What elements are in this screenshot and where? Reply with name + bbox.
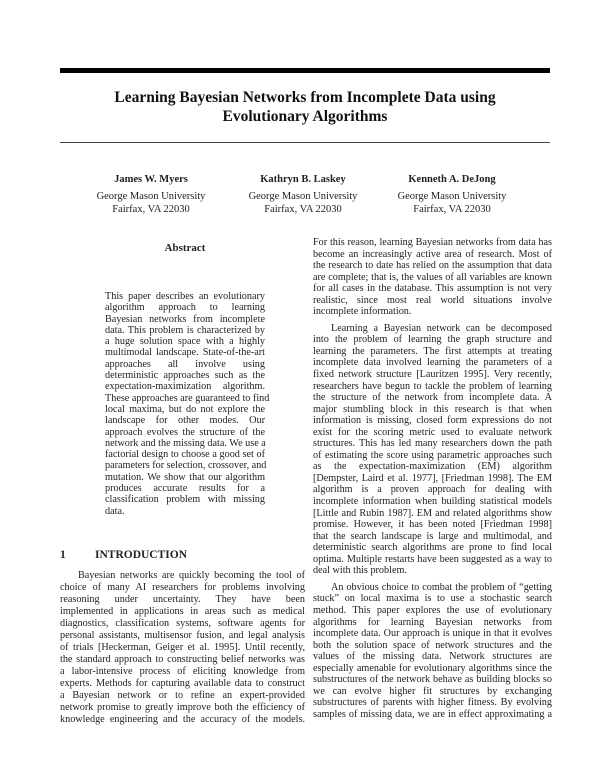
text-line: become an increasingly active area of research. Most of <box>313 248 552 260</box>
text-line: into the problem of learning the graph structure and <box>313 334 552 346</box>
text-line: incomplete data involved learning the parameters of a <box>313 357 552 369</box>
author-name: Kathryn B. Laskey <box>260 174 346 185</box>
text-line: samples of missing data, we are in effect approximating a <box>313 708 552 720</box>
section-number: 1 <box>60 549 66 561</box>
text-line: for all cases in the database. This assumption is not very <box>313 283 552 295</box>
text-line: mutation. We show that our algorithm <box>105 471 265 483</box>
text-line: method. This paper explores the use of evolutionary <box>313 604 552 616</box>
text-line: we can evolve higher fit structures by exchanging <box>313 685 552 697</box>
text-line: algorithms for learning Bayesian networks from <box>313 616 552 628</box>
intro-left-column <box>60 570 305 726</box>
text-line: stuck” on local maxima is to use a stochastic search <box>313 593 552 605</box>
title-thin-rule <box>60 142 550 143</box>
text-line: the research to date has relied on the assumption that data <box>313 260 552 272</box>
text-line: substructures of the network behave as building blocks so <box>313 674 552 686</box>
text-line: implemented in applications in areas such as medical <box>60 606 305 617</box>
text-line: approaches all involve using <box>105 358 265 370</box>
text-line: parameters for selection, crossover, and <box>105 460 267 472</box>
text-line: An obvious choice to combat the problem of “getting <box>331 581 552 593</box>
text-line: diagnostics, classification systems, software agents for <box>60 618 305 629</box>
text-line: the standard approach to constructing belief networks was <box>60 654 305 665</box>
title-line-2: Evolutionary Algorithms <box>222 108 388 125</box>
text-line: landscape for other modes. Our <box>105 415 265 427</box>
author-affiliation: George Mason University <box>248 190 358 202</box>
text-line: data. This problem is characterized by <box>105 324 265 336</box>
text-line: of estimating the score using parametric approaches such <box>313 449 552 461</box>
author-affiliation: George Mason University <box>96 190 206 202</box>
paper-title <box>60 88 550 126</box>
text-line: Learning a Bayesian network can be decomposed <box>331 322 552 334</box>
text-line: experts. Methods for capturing available data to construct <box>60 678 305 689</box>
text-line: realistic, since most real world situations involve <box>313 294 552 306</box>
text-line: These approaches are guaranteed to find <box>105 392 270 404</box>
author-block <box>218 173 388 217</box>
text-line: promise. However, it has been noted [Friedman 1998] <box>313 519 552 531</box>
author-address: Fairfax, VA 22030 <box>413 204 491 215</box>
text-line: network and the missing data. We use a <box>105 437 266 449</box>
author-affiliation: George Mason University <box>397 190 507 202</box>
text-line: both the solution space of network structures and the <box>313 639 552 651</box>
text-line: structures. This has led many researchers down the path <box>313 438 552 450</box>
text-line: For this reason, learning Bayesian networks from data has <box>313 237 552 248</box>
text-line: major stumbling block in this research is that when <box>313 403 552 415</box>
text-line: the structure of the network from incomplete data. A <box>313 392 552 404</box>
text-line: deterministic approaches such as the <box>105 370 265 382</box>
text-line: incomplete information when building statistical models <box>313 496 552 508</box>
text-line: network promise to greatly improve both the efficiency of <box>60 702 305 713</box>
author-name: Kenneth A. DeJong <box>408 174 496 185</box>
text-line: factorial design to choose a good set of <box>105 449 265 461</box>
text-line: researchers have begun to tackle the problem of learning <box>313 380 552 392</box>
text-line: exist for the scoring metric used to evaluate network <box>313 426 552 438</box>
text-line: that the search landscape is large and multimodal, and <box>313 530 552 542</box>
text-line: personal assistants, multisensor fusion, and legal analysis <box>60 630 305 641</box>
abstract-body <box>105 291 270 517</box>
text-line: deal with this problem. <box>313 565 407 577</box>
text-line: data. <box>105 505 125 517</box>
text-line: approach evolves the structure of the <box>105 426 265 438</box>
text-line: learning the parameters. The first attempts at treating <box>313 345 552 357</box>
text-line: choice of many AI researchers for problems involving <box>60 582 305 593</box>
text-line: Bayesian networks are quickly becoming the tool of <box>78 570 305 581</box>
author-address: Fairfax, VA 22030 <box>112 204 190 215</box>
text-line: algorithm is a proven approach for dealing with <box>313 484 552 496</box>
text-line: incomplete information. <box>313 306 412 318</box>
paragraph <box>313 237 552 318</box>
text-line: values of the missing data. Network structures are <box>313 651 552 663</box>
text-line: reasoning under uncertainty. They have been <box>60 594 305 605</box>
text-line: [Dempster, Laird et al. 1977], [Friedman 1998]. The EM <box>313 472 552 484</box>
header-thick-rule <box>60 68 550 73</box>
text-line: [Little and Rubin 1987]. EM and related algorithms show <box>313 507 552 519</box>
text-line: substructures of parents with higher fitness. By evolving <box>313 697 552 709</box>
text-line: are complete; that is, the values of all variables are known <box>313 271 552 283</box>
text-line: of trials [Heckerman, Geiger et al. 1995]. Until recently, <box>60 642 305 653</box>
text-line: especially amenable for evolutionary algorithms since the <box>313 662 552 674</box>
text-line: a labor-intensive process of eliciting knowledge from <box>60 666 305 677</box>
text-line: a Bayesian network or to refine an expert-provided <box>60 690 305 701</box>
text-line: knowledge engineering and the accuracy of the models. <box>60 714 305 725</box>
text-line: information is missing, closed form expressions do not <box>313 415 552 427</box>
text-line: fixed network structure [Lauritzen 1995]. Very recently, <box>313 369 552 381</box>
author-name: James W. Myers <box>114 174 188 185</box>
intro-right-column <box>313 237 552 720</box>
text-line: Bayesian networks from incomplete <box>105 313 265 325</box>
author-block <box>367 173 537 217</box>
abstract-heading: Abstract <box>164 242 206 254</box>
paragraph <box>313 323 552 577</box>
text-line: produces accurate results for a <box>105 483 265 495</box>
text-line: local maxima, but do not explore the <box>105 403 265 415</box>
text-line: deterministic search algorithms are prone to find local <box>313 542 552 554</box>
text-line: classification problem with missing <box>105 494 265 506</box>
text-line: This paper describes an evolutionary <box>105 291 265 302</box>
paragraph <box>105 291 270 517</box>
text-line: incomplete data. Our approach is unique in that it evolves <box>313 628 552 640</box>
section-heading <box>60 549 187 561</box>
text-line: optima. Multiple restarts have been suggested as a way to <box>313 553 552 565</box>
paragraph <box>60 570 305 726</box>
text-line: as the expectation-maximization (EM) algorithm <box>313 461 552 473</box>
author-block <box>66 173 236 217</box>
text-line: multimodal landscape. State-of-the-art <box>105 347 265 359</box>
text-line: expectation-maximization algorithm. <box>105 381 265 393</box>
paragraph <box>313 582 552 721</box>
text-line: algorithm approach to learning <box>105 302 265 314</box>
title-line-1: Learning Bayesian Networks from Incomplete Data using <box>114 89 496 106</box>
section-title: INTRODUCTION <box>95 549 188 561</box>
text-line: a huge solution space with a highly <box>105 336 265 348</box>
author-address: Fairfax, VA 22030 <box>264 204 342 215</box>
